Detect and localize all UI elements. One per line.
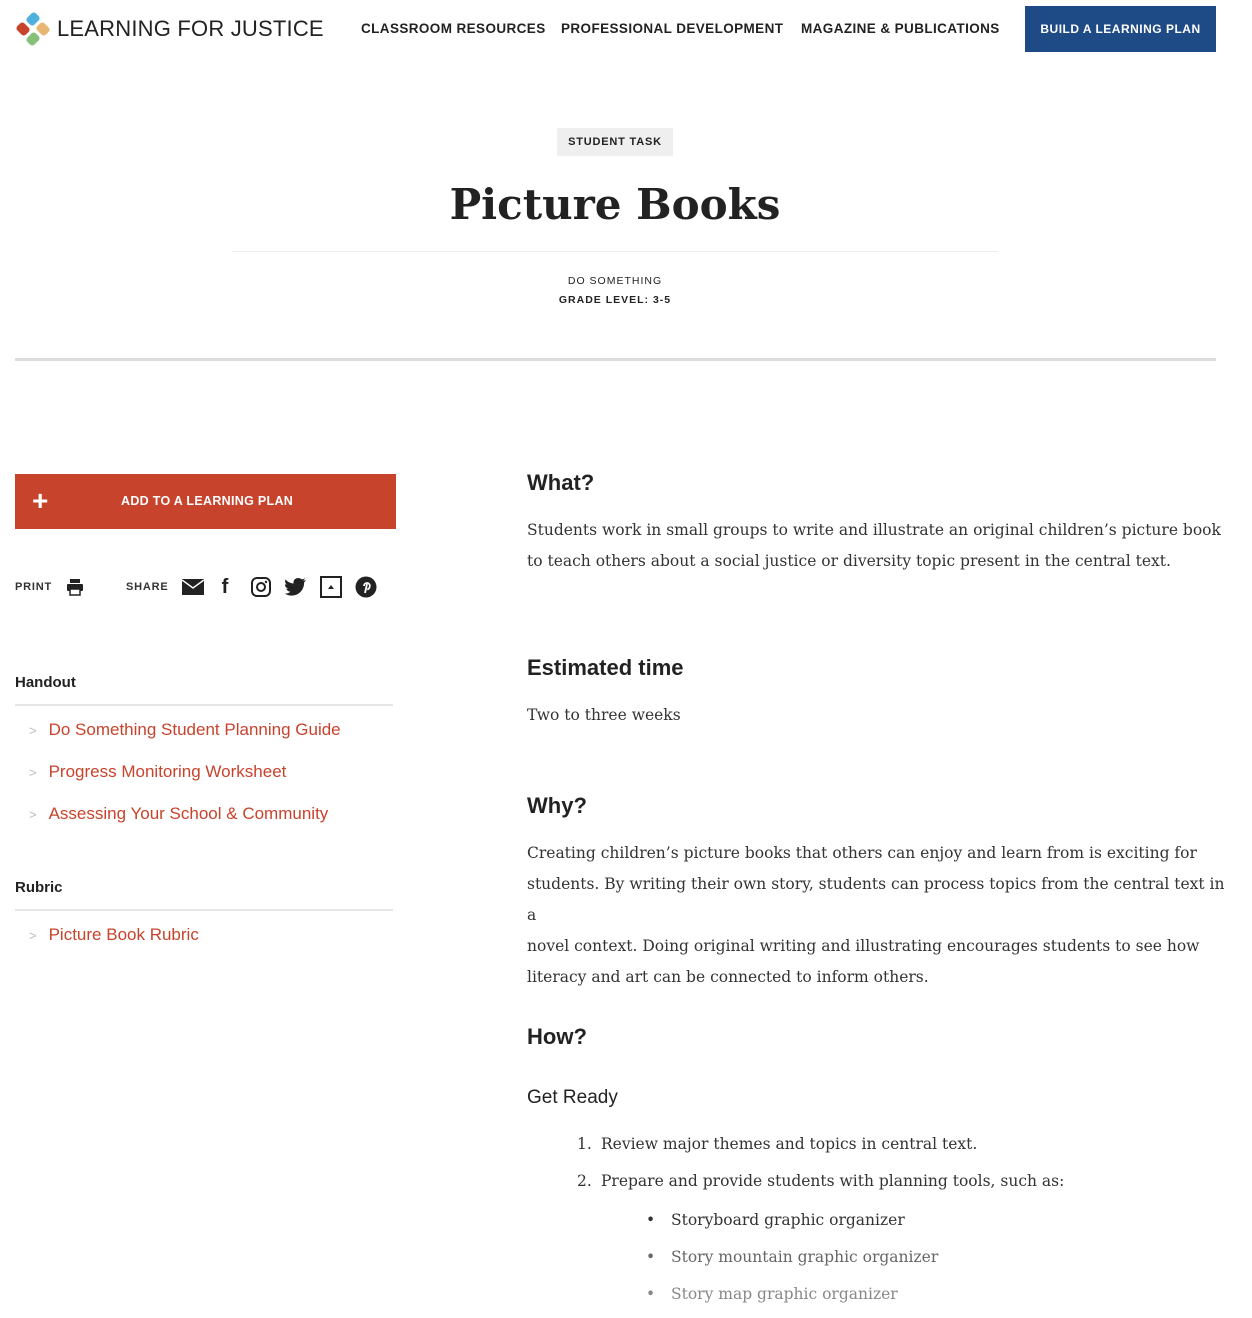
grade-level [0,294,1230,306]
chevron-right-icon: > [29,928,37,943]
step-item: Prepare and provide students with planning tools, such as: [601,1172,1065,1190]
how-heading: How? [527,1024,587,1049]
handout-link[interactable] [29,720,341,740]
text-line: Creating children’s picture books that others can enjoy and learn from is exciting for [527,844,1197,862]
rubric-link[interactable] [29,925,199,945]
link-label: Picture Book Rubric [48,925,199,944]
estimated-time-text: Two to three weeks [527,706,681,724]
google-classroom-icon[interactable] [319,575,343,599]
instagram-icon[interactable] [249,575,273,599]
link-label: Progress Monitoring Worksheet [48,762,287,781]
divider [15,358,1216,361]
logo[interactable] [15,11,324,47]
link-label: Do Something Student Planning Guide [48,720,341,739]
print-icon[interactable] [63,575,87,599]
text-line: Students work in small groups to write and illustrate an original children’s picture book [527,521,1221,539]
bullet-item: Story map graphic organizer [671,1285,898,1303]
list-number: 2. [577,1172,592,1190]
build-learning-plan-button[interactable]: BUILD A LEARNING PLAN [1025,6,1216,52]
page-title: Picture Books [449,180,781,229]
nav-professional-development[interactable]: PROFESSIONAL DEVELOPMENT [561,21,784,36]
share-label: SHARE [126,581,169,593]
text-line: to teach others about a social justice or diversity topic present in the central text. [527,552,1171,570]
handout-link[interactable] [29,762,286,782]
what-text [527,515,1227,577]
divider [15,704,393,706]
why-heading: Why? [527,793,587,818]
estimated-time-heading: Estimated time [527,655,684,680]
handout-link[interactable] [29,804,328,824]
add-button-label: ADD TO A LEARNING PLAN [121,494,294,508]
text-line: novel context. Doing original writing and illustrating encourages students to see how [527,937,1200,955]
logo-text: LEARNING FOR JUSTICE [57,16,324,41]
content-type-badge: STUDENT TASK [557,128,673,156]
rubric-heading: Rubric [15,879,63,896]
get-ready-heading: Get Ready [527,1087,618,1108]
bullet: • [646,1248,656,1266]
site-header [0,0,1252,60]
chevron-right-icon: > [29,765,37,780]
logo-hands-icon [15,11,51,47]
chevron-right-icon: > [29,723,37,738]
plus-icon: + [32,485,49,516]
text-line: literacy and art can be connected to inform others. [527,968,929,986]
why-text [527,838,1227,993]
chevron-right-icon: > [29,807,37,822]
bullet: • [646,1211,656,1229]
handout-heading: Handout [15,674,76,691]
bullet: • [646,1285,656,1303]
facebook-icon[interactable]: f [221,575,229,598]
print-label: PRINT [15,581,52,593]
link-label: Assessing Your School & Community [48,804,329,823]
email-icon[interactable] [181,575,205,599]
divider [232,251,998,252]
nav-magazine-publications[interactable]: MAGAZINE & PUBLICATIONS [801,21,1000,36]
nav-classroom-resources[interactable]: CLASSROOM RESOURCES [361,21,546,36]
what-heading: What? [527,470,595,495]
bullet-item: Story mountain graphic organizer [671,1248,939,1266]
category: DO SOMETHING [567,275,663,287]
grade-label: GRADE LEVEL: [558,294,650,306]
step-item: Review major themes and topics in central text. [601,1135,978,1153]
add-to-learning-plan-button[interactable] [15,474,396,529]
bullet-item: Storyboard graphic organizer [671,1211,905,1229]
list-number: 1. [577,1135,592,1153]
pinterest-icon[interactable] [354,575,378,599]
grade-value: 3-5 [652,294,672,306]
twitter-icon[interactable] [284,575,308,599]
divider [15,909,393,911]
text-line: students. By writing their own story, students can process topics from the central text in a [527,875,1225,924]
